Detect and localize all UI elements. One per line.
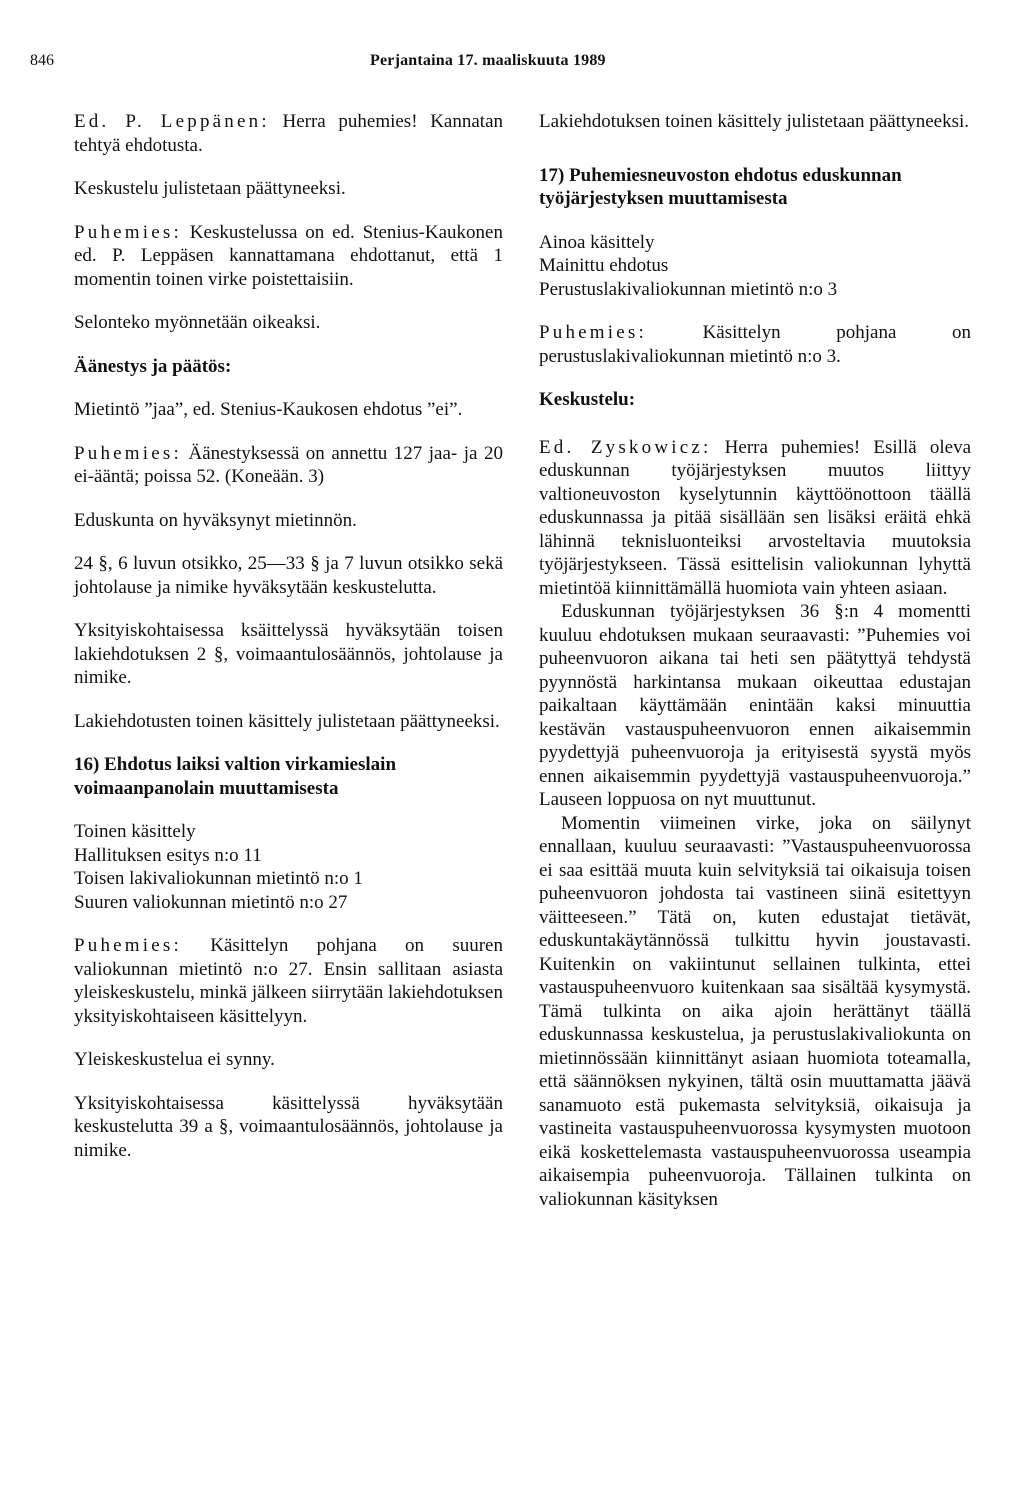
detail-line: Toinen käsittely [74, 821, 196, 842]
paragraph [539, 321, 971, 368]
paragraph: Eduskunnan työjärjestyksen 36 §:n 4 momentti kuuluu ehdotuksen mukaan seuraavasti: ”Puhemies voi puheenvuoron aikana tai heti sen päätyttyä tehdystä pyynnöstä harkintansa mukaan oikeuttaa edustajan paikaltaan käyttämään enintään kaksi minuuttia kestävän vastauspuheenvuoron ennen aikaisemmin pyydettyjä puheenvuoroja ja erityisestä syystä myös ennen aikaisemmin pyydettyjä vastauspuheenvuoroja.” Lauseen loppuosa on nyt muuttunut. [539, 601, 971, 810]
paragraph [74, 110, 503, 157]
detail-line: Suuren valiokunnan mietintö n:o 27 [74, 891, 348, 913]
section-heading: Keskustelu: [539, 389, 636, 410]
paragraph-text: Käsittelyn pohjana on perustuslakivaliokunnan mietintö n:o 3. [539, 322, 971, 367]
paragraph: Eduskunta on hyväksynyt mietinnön. [74, 509, 357, 531]
paragraph-text: Äänestyksessä on annettu 127 jaa- ja 20 ei-ääntä; poissa 52. (Koneään. 3) [74, 442, 503, 487]
paragraph: Momentin viimeinen virke, joka on säilynyt ennallaan, kuuluu seuraavasti: ”Vastauspuheenvuorossa ei saa esittää muuta kuin selvityksiä tai oikaisuja toisen puheenvuoron johdosta tai vastineen siinä esitettyyn väitteeseen.” Tätä on, kuten edustajat tietävät, eduskuntakäytännössä tulkittu hyvin joustavasti. Kuitenkin on vakiintunut sellainen tulkinta, ettei vastauspuheenvuoro kuitenkaan saa sisältää kysymystä. Tämä tulkinta on aika ajoin herättänyt täällä eduskunnassa keskustelua, ja perustuslakivaliokunta on mietinnössään kiinnittänyt asiaan huomiota toteamalla, että säännöksen nykyinen, tältä osin muuttamatta jäävä sanamuoto estä pukemasta selvityksiä, oikaisuja ja vastineita vastauspuheenvuorossa kysymysten muotoon eikä koskettelemasta vastauspuheenvuorossa useampia aikaisempia puheenvuoroja. Tällainen tulkinta on valiokunnan käsityksen [539, 812, 971, 1210]
paragraph: Lakiehdotuksen toinen käsittely julistetaan päättyneeksi. [539, 111, 970, 132]
section-heading: 16) Ehdotus laiksi valtion virkamieslain voimaanpanolain muuttamisesta [74, 754, 397, 799]
page-header [30, 52, 994, 76]
paragraph: 24 §, 6 luvun otsikko, 25—33 § ja 7 luvun otsikko sekä johtolause ja nimike hyväksytään keskustelutta. [74, 553, 503, 598]
paragraph: Selonteko myönnetään oikeaksi. [74, 312, 321, 333]
paragraph-text: Käsittelyn pohjana on suuren valiokunnan mietintö n:o 27. Ensin sallitaan asiasta yleiskeskustelu, minkä jälkeen siirrytään lakiehdotuksen yksityiskohtaiseen käsittelyyn. [74, 935, 503, 1027]
right-column [539, 110, 971, 1211]
speaker-name: Ed. Zyskowicz: [539, 436, 712, 458]
speaker-name: Ed. P. Leppänen: [74, 111, 270, 132]
paragraph: Mietintö ”jaa”, ed. Stenius-Kaukosen ehdotus ”ei”. [74, 399, 463, 420]
paragraph-text: Herra puhemies! Esillä oleva eduskunnan työjärjestyksen muutos liittyy valtioneuvoston kyselytunnin käyttöönottoon täällä eduskunnassa ja pitää sisällään sen lisäksi eräitä ehkä lähinnä teknisluonteiksi arvosteltavia muutoksia työjärjestykseen. Tässä esittelisin valiokunnan lyhyttä mietintöä kiinnittämällä huomiota vain yhteen asiaan. [539, 436, 971, 599]
speaker-name: Puhemies: [74, 935, 182, 956]
detail-line: Mainittu ehdotus [539, 255, 669, 276]
paragraph [74, 442, 503, 489]
left-column [74, 110, 503, 1182]
speaker-name: Puhemies: [539, 322, 647, 343]
page-number: 846 [30, 52, 54, 69]
speaker-name: Puhemies: [74, 221, 182, 243]
paragraph: Lakiehdotusten toinen käsittely julistetaan päättyneeksi. [74, 710, 500, 732]
paragraph [539, 436, 971, 601]
detail-line: Perustuslakivaliokunnan mietintö n:o 3 [539, 278, 838, 300]
item-details [539, 231, 971, 302]
paragraph [74, 221, 503, 292]
page-date: Perjantaina 17. maaliskuuta 1989 [370, 52, 606, 69]
detail-line: Ainoa käsittely [539, 231, 655, 253]
paragraph: Yleiskeskustelua ei synny. [74, 1049, 275, 1070]
paragraph: Yksityiskohtaisessa ksäittelyssä hyväksytään toisen lakiehdotuksen 2 §, voimaantulosäännös, johtolause ja nimike. [74, 620, 503, 688]
section-heading: 17) Puhemiesneuvoston ehdotus eduskunnan työjärjestyksen muuttamisesta [539, 164, 902, 209]
section-heading: Äänestys ja päätös: [74, 355, 232, 377]
detail-line: Toisen lakivaliokunnan mietintö n:o 1 [74, 868, 363, 889]
paragraph [74, 934, 503, 1028]
item-details [74, 820, 503, 914]
paragraph-text: Herra puhemies! Kannatan tehtyä ehdotusta. [74, 111, 503, 156]
detail-line: Hallituksen esitys n:o 11 [74, 844, 262, 866]
speaker-name: Puhemies: [74, 442, 182, 464]
paragraph: Keskustelu julistetaan päättyneeksi. [74, 178, 346, 199]
paragraph: Yksityiskohtaisessa käsittelyssä hyväksytään keskustelutta 39 a §, voimaantulosäännös, johtolause ja nimike. [74, 1092, 503, 1161]
paragraph-text: Keskustelussa on ed. Stenius-Kaukonen ed. P. Leppäsen kannattamana ehdottanut, että 1 momentin toinen virke poistettaisiin. [74, 221, 503, 290]
